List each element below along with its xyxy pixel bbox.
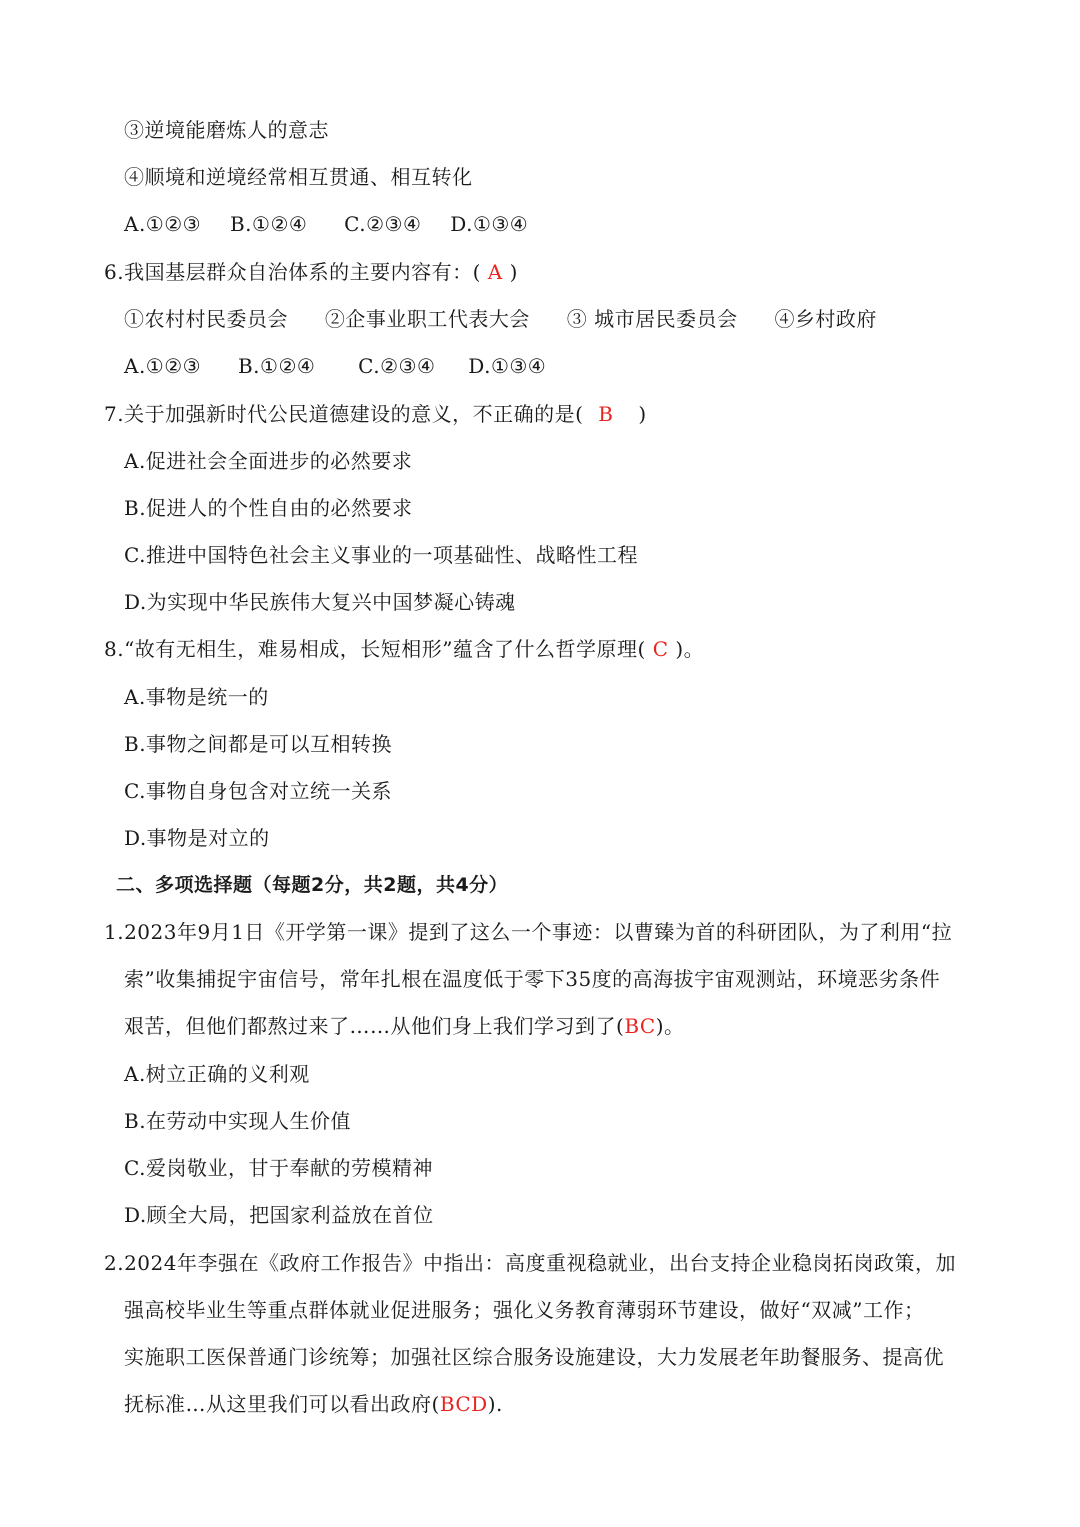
q6-choice-d: D.①③④ [468, 354, 547, 378]
q7-answer: B [598, 402, 614, 426]
q7-option-a: A.促进社会全面进步的必然要求 [124, 449, 413, 473]
q7-option-d: D.为实现中华民族伟大复兴中国梦凝心铸魂 [124, 590, 516, 614]
q6-stem: 6.我国基层群众自治体系的主要内容有：( A ) [104, 260, 518, 284]
q5-option-3: ③逆境能磨炼人的意志 [124, 118, 329, 142]
m1-option-a: A.树立正确的义利观 [124, 1062, 310, 1086]
m1-option-d: D.顾全大局，把国家利益放在首位 [124, 1203, 434, 1227]
m2-stem-line1: 2.2024年李强在《政府工作报告》中指出：高度重视稳就业，出台支持企业稳岗拓岗政策，加 [104, 1251, 956, 1275]
m2-stem-line2: 强高校毕业生等重点群体就业促进服务；强化义务教育薄弱环节建设，做好“双减”工作； [124, 1298, 925, 1322]
m1-answer: BC [624, 1014, 656, 1038]
q8-answer: C [652, 637, 669, 661]
q5-choices [124, 210, 528, 238]
q6-item-2: ②企事业职工代表大会 [324, 307, 530, 331]
q5-choice-d: D.①③④ [450, 212, 529, 236]
q5-choice-a: A.①②③ [124, 212, 202, 236]
section-heading: 二、多项选择题（每题2分，共2题，共4分） [116, 874, 509, 896]
q6-item-4: ④乡村政府 [774, 307, 877, 331]
q6-choice-a: A.①②③ [124, 354, 202, 378]
q6-choice-b: B.①②④ [237, 354, 316, 378]
q6-items [124, 305, 877, 333]
q5-choice-b: B.①②④ [229, 212, 308, 236]
m2-stem-line4: 抚标准…从这里我们可以看出政府(BCD). [124, 1392, 503, 1416]
m1-option-c: C.爱岗敬业，甘于奉献的劳模精神 [124, 1156, 433, 1180]
q6-answer: A [487, 260, 503, 284]
q8-option-b: B.事物之间都是可以互相转换 [124, 732, 393, 756]
m2-stem-line3: 实施职工医保普通门诊统筹；加强社区综合服务设施建设，大力发展老年助餐服务、提高优 [124, 1345, 944, 1369]
m2-answer: BCD [439, 1392, 488, 1416]
q6-choices [124, 352, 546, 380]
q8-option-a: A.事物是统一的 [124, 685, 269, 709]
m1-option-b: B.在劳动中实现人生价值 [124, 1109, 352, 1133]
m1-stem-line1: 1.2023年9月1日《开学第一课》提到了这么一个事迹：以曹臻为首的科研团队，为了利用“拉 [104, 920, 953, 944]
q7-stem: 7.关于加强新时代公民道德建设的意义，不正确的是( B ) [104, 402, 647, 426]
m1-stem-line2: 索”收集捕捉宇宙信号，常年扎根在温度低于零下35度的高海拔宇宙观测站，环境恶劣条件 [124, 967, 941, 991]
q8-option-d: D.事物是对立的 [124, 826, 270, 850]
q6-item-3: ③ 城市居民委员会 [566, 307, 738, 331]
q7-option-b: B.促进人的个性自由的必然要求 [124, 496, 413, 520]
q5-choice-c: C.②③④ [344, 212, 422, 236]
q6-choice-c: C.②③④ [358, 354, 436, 378]
q8-stem: 8.“故有无相生，难易相成，长短相形”蕴含了什么哲学原理( C )。 [104, 637, 705, 661]
q5-option-4: ④顺境和逆境经常相互贯通、相互转化 [124, 165, 473, 189]
q8-option-c: C.事物自身包含对立统一关系 [124, 779, 392, 803]
m1-stem-line3: 艰苦，但他们都熬过来了……从他们身上我们学习到了(BC)。 [124, 1014, 685, 1038]
q6-item-1: ①农村村民委员会 [124, 307, 288, 331]
q7-option-c: C.推进中国特色社会主义事业的一项基础性、战略性工程 [124, 543, 638, 567]
